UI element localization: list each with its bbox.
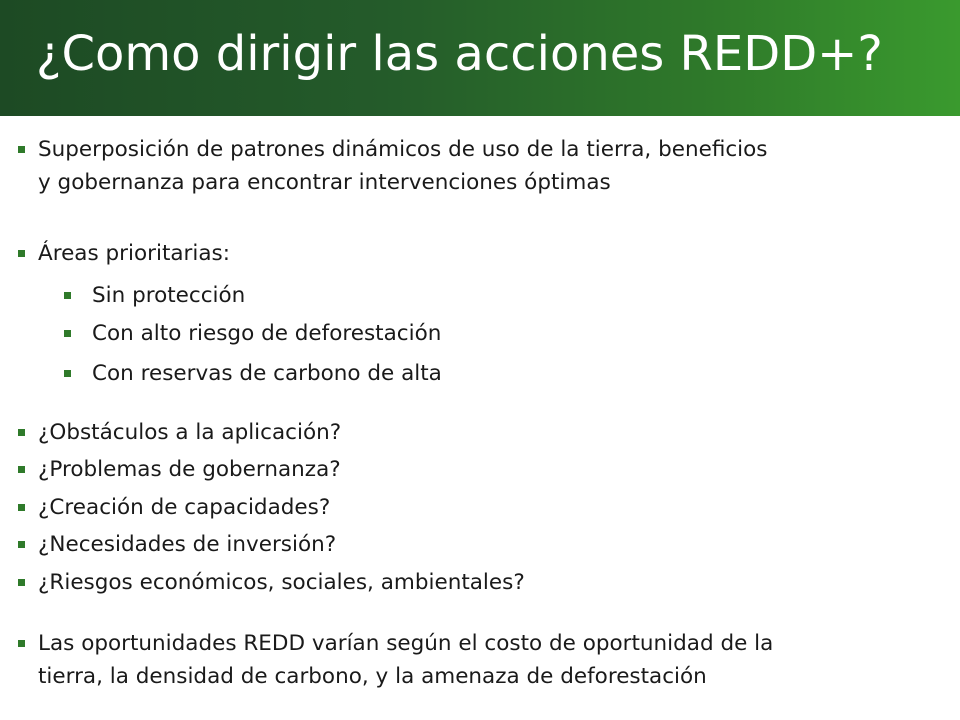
bullet-line: Con alto riesgo de deforestación <box>92 321 442 346</box>
bullet-line: Las oportunidades REDD varían según el costo de oportunidad de la <box>38 631 774 656</box>
bullet-line: Áreas prioritarias: <box>38 241 230 266</box>
bullet-icon <box>18 250 25 257</box>
bullet-line: ¿Obstáculos a la aplicación? <box>38 420 342 445</box>
sub-bullet-item <box>92 279 245 312</box>
bullet-item <box>38 566 525 599</box>
bullet-item <box>38 528 336 561</box>
bullet-line: ¿Necesidades de inversión? <box>38 532 337 557</box>
bullet-icon <box>64 330 71 337</box>
bullet-line: ¿Problemas de gobernanza? <box>38 457 341 482</box>
bullet-line: Superposición de patrones dinámicos de uso de la tierra, beneficios <box>38 137 768 162</box>
bullet-item <box>38 491 330 524</box>
bullet-line: ¿Riesgos económicos, sociales, ambientales? <box>38 570 525 595</box>
bullet-item <box>38 453 341 486</box>
bullet-icon <box>64 292 71 299</box>
bullet-icon <box>18 579 25 586</box>
bullet-icon <box>18 541 25 548</box>
bullet-item <box>38 237 230 270</box>
bullet-item <box>38 627 773 693</box>
sub-bullet-item <box>92 317 441 350</box>
bullet-line: ¿Creación de capacidades? <box>38 495 331 520</box>
bullet-icon <box>18 146 25 153</box>
bullet-icon <box>18 466 25 473</box>
bullet-line: Con reservas de carbono de alta <box>92 361 442 386</box>
sub-bullet-item <box>92 357 442 390</box>
bullet-item <box>38 416 341 449</box>
bullet-line: tierra, la densidad de carbono, y la amenaza de deforestación <box>38 664 707 689</box>
slide-title: ¿Como dirigir las acciones REDD+? <box>36 26 883 82</box>
bullet-icon <box>18 429 25 436</box>
bullet-line: y gobernanza para encontrar intervenciones óptimas <box>38 170 611 195</box>
bullet-icon <box>18 640 25 647</box>
bullet-item <box>38 133 768 199</box>
bullet-line: Sin protección <box>92 283 246 308</box>
bullet-icon <box>18 504 25 511</box>
bullet-icon <box>64 370 71 377</box>
